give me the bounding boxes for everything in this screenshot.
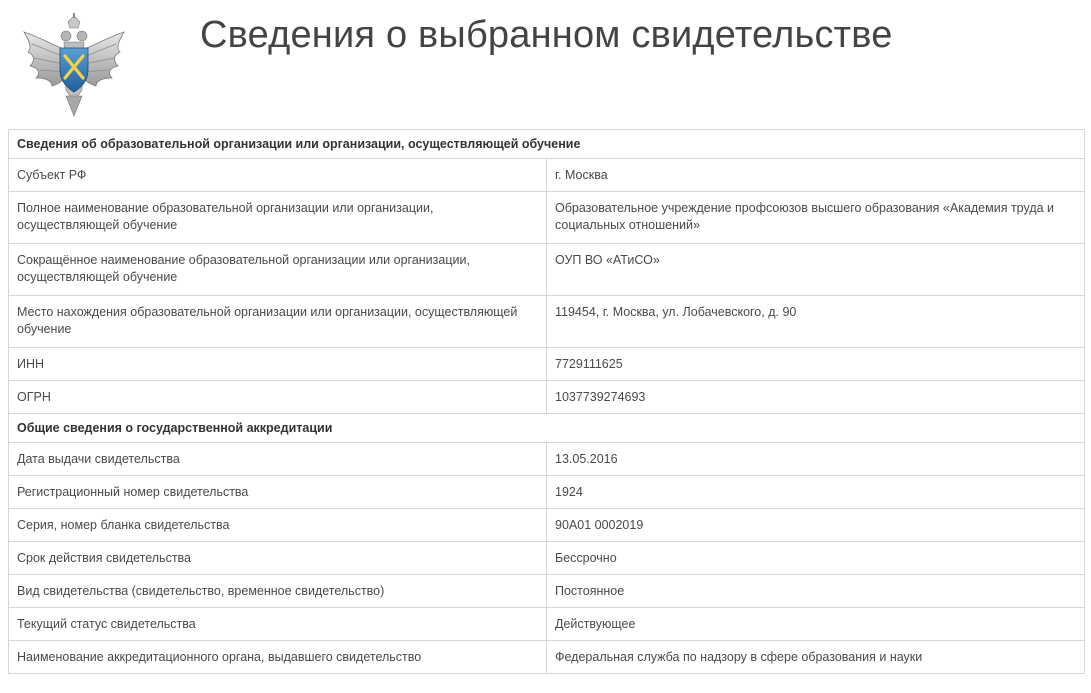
row-value: 119454, г. Москва, ул. Лобачевского, д. 90 bbox=[547, 296, 1085, 348]
row-label: Серия, номер бланка свидетельства bbox=[9, 509, 547, 542]
table-row bbox=[9, 509, 1085, 542]
section-header-organization bbox=[9, 130, 1085, 159]
row-value: г. Москва bbox=[547, 159, 1085, 192]
row-value: Действующее bbox=[547, 608, 1085, 641]
row-label: ОГРН bbox=[9, 381, 547, 414]
row-value: Образовательное учреждение профсоюзов высшего образования «Академия труда и социальных отношений» bbox=[547, 192, 1085, 244]
row-label: Место нахождения образовательной организации или организации, осуществляющей обучение bbox=[9, 296, 547, 348]
row-label: Субъект РФ bbox=[9, 159, 547, 192]
section-title: Общие сведения о государственной аккредитации bbox=[9, 414, 1085, 443]
table-row bbox=[9, 348, 1085, 381]
row-value: 13.05.2016 bbox=[547, 443, 1085, 476]
table-row bbox=[9, 476, 1085, 509]
row-value: 90А01 0002019 bbox=[547, 509, 1085, 542]
row-value: Бессрочно bbox=[547, 542, 1085, 575]
table-row bbox=[9, 542, 1085, 575]
row-label: Срок действия свидетельства bbox=[9, 542, 547, 575]
row-label: Вид свидетельства (свидетельство, временное свидетельство) bbox=[9, 575, 547, 608]
row-value: 1924 bbox=[547, 476, 1085, 509]
row-label: Дата выдачи свидетельства bbox=[9, 443, 547, 476]
table-row bbox=[9, 192, 1085, 244]
table-row bbox=[9, 575, 1085, 608]
row-label: Текущий статус свидетельства bbox=[9, 608, 547, 641]
eagle-emblem-icon bbox=[18, 12, 130, 120]
row-value: Постоянное bbox=[547, 575, 1085, 608]
section-title: Сведения об образовательной организации или организации, осуществляющей обучение bbox=[9, 130, 1085, 159]
table-row bbox=[9, 641, 1085, 674]
table-row bbox=[9, 159, 1085, 192]
row-label: Сокращённое наименование образовательной организации или организации, осуществляющей обучение bbox=[9, 244, 547, 296]
row-label: ИНН bbox=[9, 348, 547, 381]
row-value: Федеральная служба по надзору в сфере образования и науки bbox=[547, 641, 1085, 674]
row-value: 7729111625 bbox=[547, 348, 1085, 381]
row-label: Наименование аккредитационного органа, выдавшего свидетельство bbox=[9, 641, 547, 674]
row-value: 1037739274693 bbox=[547, 381, 1085, 414]
table-row bbox=[9, 381, 1085, 414]
row-label: Регистрационный номер свидетельства bbox=[9, 476, 547, 509]
table-row bbox=[9, 608, 1085, 641]
table-row bbox=[9, 244, 1085, 296]
section-header-accreditation bbox=[9, 414, 1085, 443]
page-title: Сведения о выбранном свидетельстве bbox=[200, 14, 893, 56]
row-label: Полное наименование образовательной организации или организации, осуществляющей обучение bbox=[9, 192, 547, 244]
certificate-info-table bbox=[8, 129, 1085, 674]
table-row bbox=[9, 443, 1085, 476]
page-header bbox=[0, 0, 1091, 120]
row-value: ОУП ВО «АТиСО» bbox=[547, 244, 1085, 296]
table-row bbox=[9, 296, 1085, 348]
